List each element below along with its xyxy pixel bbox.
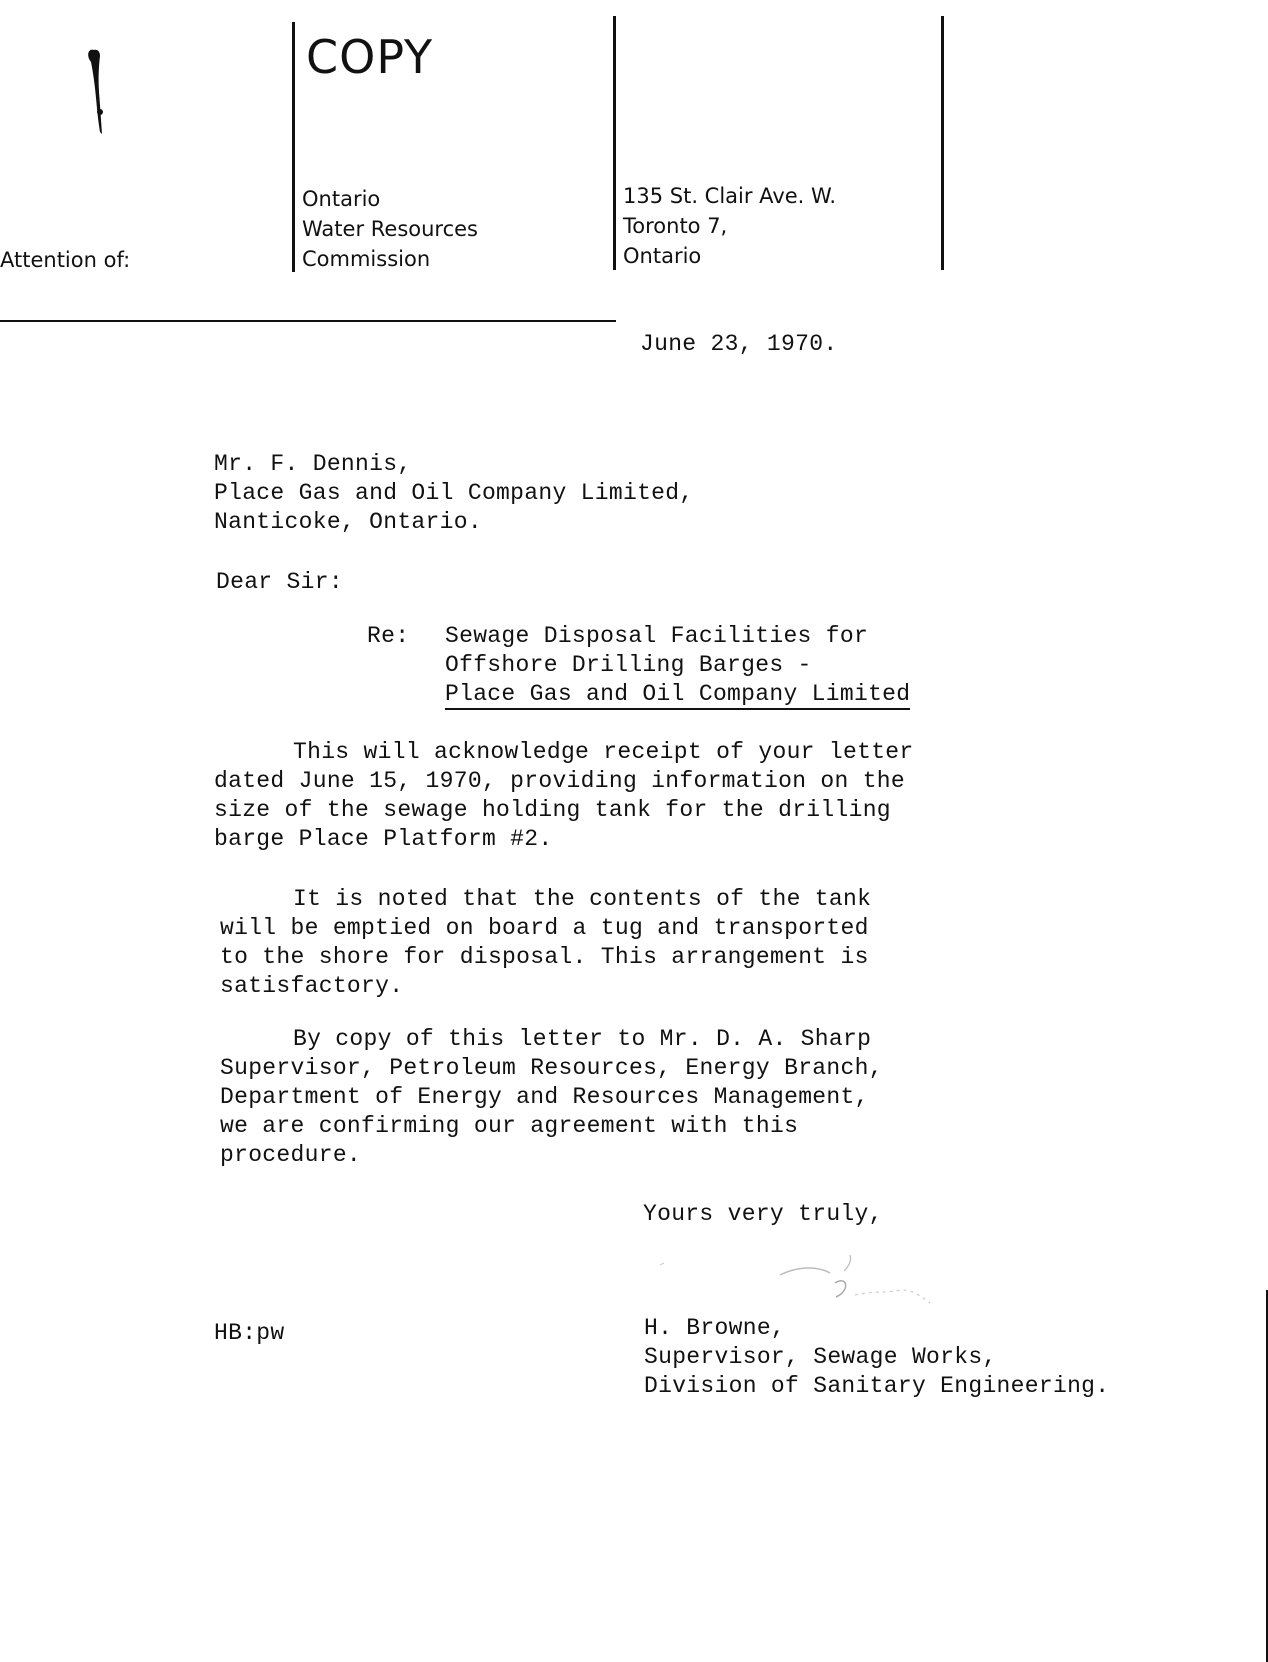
org-line: Water Resources <box>302 217 478 241</box>
letter-date: June 23, 1970. <box>640 331 838 357</box>
letterhead-divider-left <box>292 22 295 272</box>
body-paragraph-3: By copy of this letter to Mr. D. A. Sharp Supervisor, Petroleum Resources, Energy Branch, Department of Energy and Resources Management, we are confirming our agreement with this procedure. <box>220 1026 883 1168</box>
subject-line: Sewage Disposal Facilities for <box>445 623 869 649</box>
signature <box>600 1245 980 1315</box>
address-line: Ontario <box>623 244 702 268</box>
subject-block <box>445 622 910 709</box>
recipient-line: Place Gas and Oil Company Limited, <box>214 480 694 506</box>
organization-address <box>623 181 836 271</box>
typist-initials: HB:pw <box>214 1320 285 1346</box>
body-paragraph-2: It is noted that the contents of the tank will be emptied on board a tug and transported to the shore for disposal. This arrangement is satisfactory. <box>220 886 872 999</box>
organization-name <box>302 184 478 274</box>
closing: Yours very truly, <box>643 1201 883 1227</box>
signatory-block <box>644 1314 1109 1401</box>
org-line: Ontario <box>302 187 381 211</box>
salutation: Dear Sir: <box>216 569 343 595</box>
body-paragraph-1: This will acknowledge receipt of your letter dated June 15, 1970, providing information on the size of the sewage holding tank for the drilling barge Place Platform #2. <box>214 739 914 852</box>
subject-line: Offshore Drilling Barges - <box>445 652 812 678</box>
ink-blot <box>78 42 118 142</box>
address-line: Toronto 7, <box>623 214 728 238</box>
letterhead-rule <box>0 320 616 322</box>
signatory-title: Supervisor, Sewage Works, <box>644 1344 997 1370</box>
org-line: Commission <box>302 247 431 271</box>
recipient-block <box>214 450 693 537</box>
subject-line-underlined: Place Gas and Oil Company Limited <box>445 681 910 710</box>
recipient-line: Nanticoke, Ontario. <box>214 509 482 535</box>
address-line: 135 St. Clair Ave. W. <box>623 184 837 208</box>
subject-label: Re: <box>367 623 410 649</box>
letterhead-divider-right <box>941 16 944 270</box>
signatory-division: Division of Sanitary Engineering. <box>644 1373 1110 1399</box>
attention-label: Attention of: <box>0 248 131 272</box>
copy-mark: COPY <box>306 30 434 84</box>
recipient-line: Mr. F. Dennis, <box>214 451 412 477</box>
signatory-name: H. Browne, <box>644 1315 786 1341</box>
letterhead-divider-middle <box>613 16 616 270</box>
